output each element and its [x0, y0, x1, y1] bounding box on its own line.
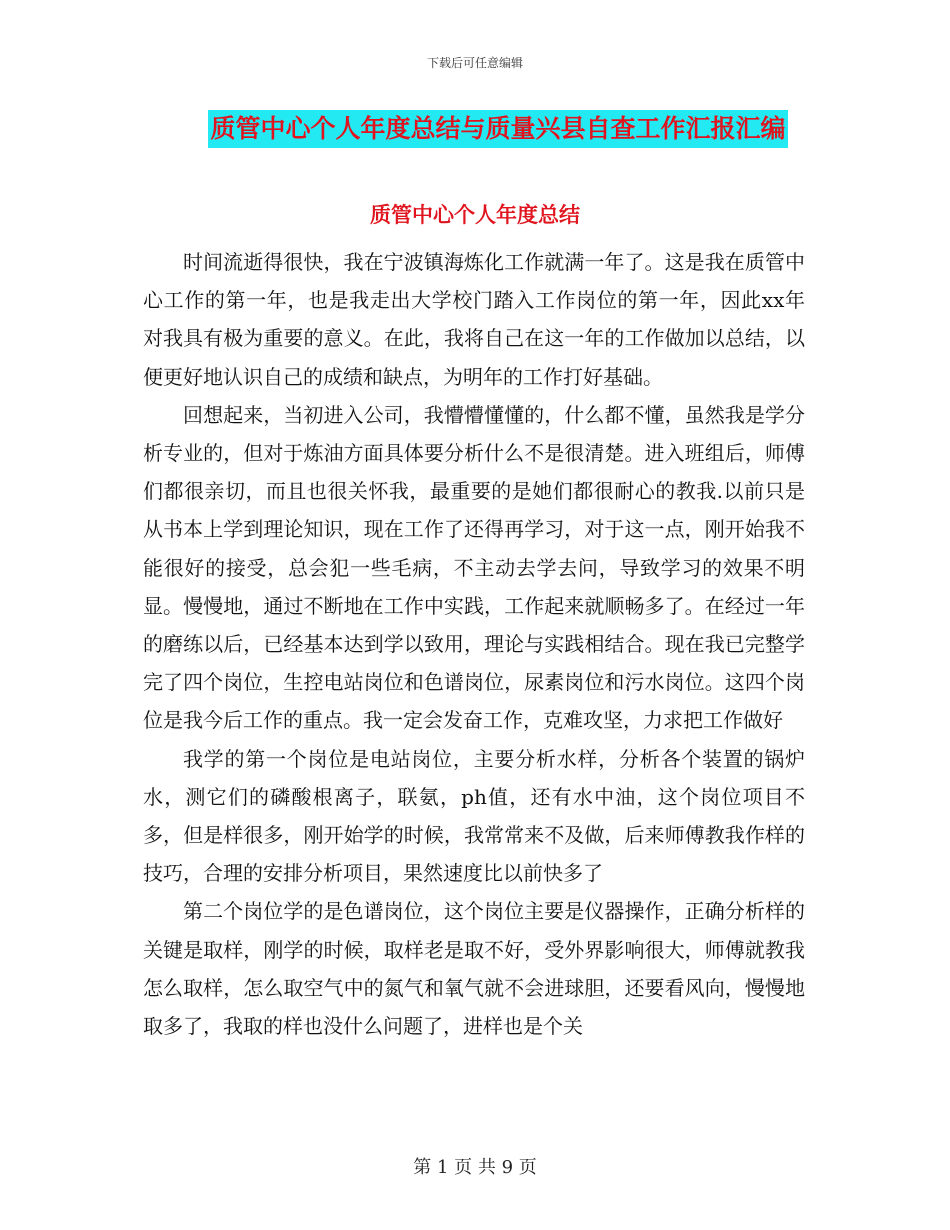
paragraph: 第二个岗位学的是色谱岗位，这个岗位主要是仪器操作，正确分析样的关键是取样，刚学的时候，取样老是取不好，受外界影响很大，师傅就教我怎么取样，怎么取空气中的氮气和氧气就不会进球胆，还要看风向，慢慢地取多了，我取的样也没什么问题了，进样也是个关	[143, 899, 805, 1039]
section-title: 质管中心个人年度总结	[370, 203, 580, 227]
paragraph: 回想起来，当初进入公司，我懵懵懂懂的，什么都不懂，虽然我是学分析专业的，但对于炼油方面具体要分析什么不是很清楚。进入班组后，师傅们都很亲切，而且也很关怀我，最重要的是她们都很耐心的教我.以前只是从书本上学到理论知识，现在工作了还得再学习，对于这一点，刚开始我不能很好的接受，总会犯一些毛病，不主动去学去问，导致学习的效果不明显。慢慢地，通过不断地在工作中实践，工作起来就顺畅多了。在经过一年的磨练以后，已经基本达到学以致用，理论与实践相结合。现在我已完整学完了四个岗位，生控电站岗位和色谱岗位，尿素岗位和污水岗位。这四个岗位是我今后工作的重点。我一定会发奋工作，克难攻坚，力求把工作做好	[143, 402, 805, 733]
paragraph: 我学的第一个岗位是电站岗位，主要分析水样，分析各个装置的锅炉水，测它们的磷酸根离子，联氨，ph值，还有水中油，这个岗位项目不多，但是样很多，刚开始学的时候，我常常来不及做，后来师傅教我作样的技巧，合理的安排分析项目，果然速度比以前快多了	[143, 746, 805, 886]
document-title	[0, 110, 950, 148]
document-title-text: 质管中心个人年度总结与质量兴县自查工作汇报汇编	[208, 110, 787, 148]
document-body	[143, 243, 805, 1045]
page-header-note: 下载后可任意编辑	[426, 56, 523, 70]
paragraph: 时间流逝得很快，我在宁波镇海炼化工作就满一年了。这是我在质管中心工作的第一年，也是我走出大学校门踏入工作岗位的第一年，因此xx年对我具有极为重要的意义。在此，我将自己在这一年的工作做加以总结，以便更好地认识自己的成绩和缺点，为明年的工作打好基础。	[143, 250, 805, 389]
page-number-footer: 第 1 页 共 9 页	[413, 1157, 537, 1178]
